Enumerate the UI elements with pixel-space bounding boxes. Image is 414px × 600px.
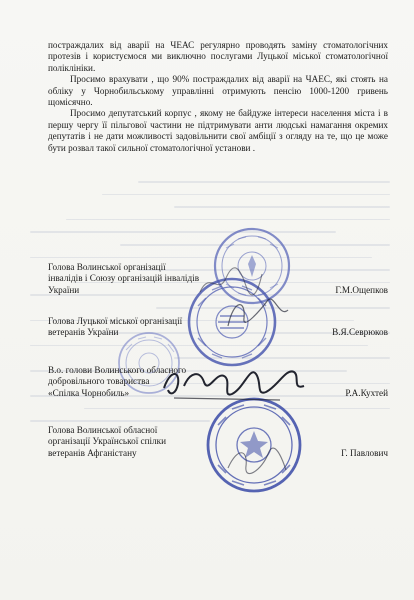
paragraph-pension: Просимо врахувати , що 90% постраждалих від аварії на ЧАЕС, які стоять на обліку у Чорнобильському управлінні отримують пенсію 1000-1200 гривень щомісячно. — [48, 74, 388, 108]
paragraph-request: Просимо депутатський корпус , якому не байдуже інтереси населення міста і в першу чергу її пільгової частини не підтримувати анти людські намагання окремих депутатів і не дати можливості задовільнити свої амбіції з огляду на те, що це може бути розвал такої сильної стоматологічної установи . — [48, 108, 388, 153]
signatory-title-line: Голова Луцької міської організації — [48, 316, 183, 326]
signature-block-veterans — [48, 316, 388, 339]
signatory-name: В.Я.Севрюков — [332, 327, 388, 338]
signatory-title-line: Голова Волинської обласної — [48, 425, 158, 435]
signatory-title-line: «Спілка Чорнобиль» — [48, 387, 130, 398]
signature-block-afghan-veterans — [48, 425, 388, 459]
signatory-title-line: України — [48, 284, 80, 295]
signatory-title-line: інвалідів і Союзу організацій інвалідів — [48, 273, 200, 284]
signature-block-invalids — [48, 262, 388, 296]
signatory-name: Г. Павлович — [341, 447, 388, 458]
signatory-title-line: В.о. голови Волинського обласного — [48, 365, 187, 375]
signatory-title-line: ветеранів Афганістану — [48, 447, 137, 458]
signature-block-chornobyl — [48, 365, 388, 399]
signatory-title-line: організації Української спілки — [48, 436, 167, 447]
signatory-name: Г.М.Ощепков — [335, 284, 388, 295]
signatory-title-line: Голова Волинської організації — [48, 262, 166, 272]
signatory-title-line: добровільного товариства — [48, 376, 150, 387]
letter-body — [48, 40, 388, 154]
signatory-title-line: ветеранів України — [48, 327, 119, 338]
signatory-name: Р.А.Кухтей — [345, 387, 388, 398]
paragraph-continuation: постраждалих від аварії на ЧЕАС регулярно проводять заміну стоматологічних протезів і користуємося ми виключно послугами Луцької міської стоматологічної поліклініки. — [48, 40, 388, 73]
